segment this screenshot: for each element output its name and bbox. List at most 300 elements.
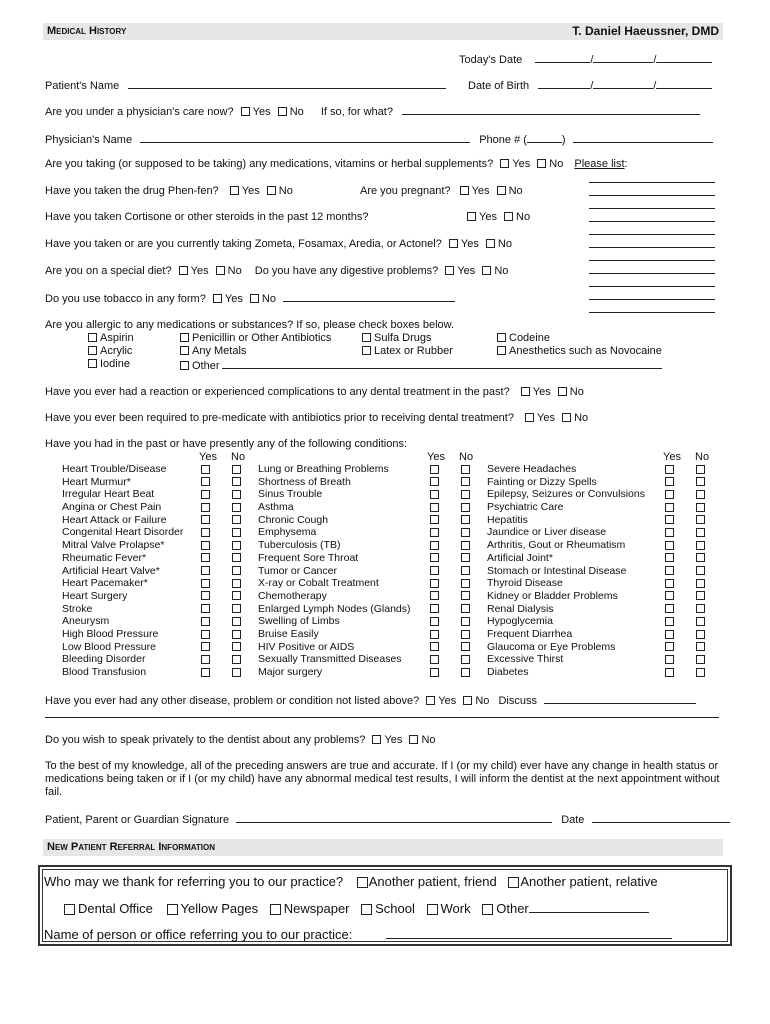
condition-no-checkbox[interactable] [696, 617, 705, 626]
phenfen-question: Have you taken the drug Phen-fen? [45, 185, 219, 197]
condition-label: Swelling of Limbs [258, 615, 340, 628]
condition-yes-checkbox[interactable] [430, 566, 439, 575]
condition-no-checkbox[interactable] [461, 528, 470, 537]
allergy-label: Sulfa Drugs [374, 332, 432, 344]
condition-no-checkbox[interactable] [461, 477, 470, 486]
condition-yes-checkbox[interactable] [665, 528, 674, 537]
condition-no-cell [461, 666, 470, 679]
med-list-line[interactable] [589, 299, 715, 300]
condition-yes-cell [665, 577, 674, 590]
condition-label: Aneurysm [62, 615, 110, 628]
condition-yes-cell [430, 641, 439, 654]
condition-yes-cell [201, 463, 210, 476]
diet-yes-checkbox[interactable] [179, 266, 188, 275]
condition-yes-cell [430, 463, 439, 476]
condition-label: HIV Positive or AIDS [258, 640, 355, 653]
yes-label: Yes [512, 158, 531, 170]
condition-no-checkbox[interactable] [232, 490, 241, 499]
phone-label: Phone # [479, 134, 521, 146]
condition-no-checkbox[interactable] [232, 503, 241, 512]
referral-question-row [44, 874, 658, 889]
premedicate-question: Have you ever been required to pre-medicate with antibiotics prior to receiving dental treatment? [45, 412, 514, 424]
med-list-line[interactable] [589, 247, 715, 248]
school-checkbox[interactable] [361, 904, 372, 915]
if-so-field[interactable] [402, 104, 700, 115]
option-label: Work [440, 901, 471, 916]
condition-yes-checkbox[interactable] [430, 541, 439, 550]
option-label: Other [496, 901, 529, 916]
physician-care-row [45, 104, 700, 118]
signature-label: Patient, Parent or Guardian Signature [45, 814, 230, 826]
condition-no-checkbox[interactable] [696, 528, 705, 537]
condition-label: Frequent Sore Throat [258, 551, 359, 564]
condition-yes-cell [430, 628, 439, 641]
condition-yes-checkbox[interactable] [201, 642, 210, 651]
condition-yes-checkbox[interactable] [430, 579, 439, 588]
condition-label: Arthritis, Gout or Rheumatism [487, 539, 626, 552]
other-allergy-checkbox[interactable] [180, 361, 189, 370]
condition-no-cell [232, 628, 241, 641]
condition-no-cell [232, 526, 241, 539]
allergy-sulfa [362, 332, 431, 344]
discuss-field[interactable] [544, 693, 696, 704]
other-disease-yes-checkbox[interactable] [426, 696, 435, 705]
condition-no-checkbox[interactable] [232, 528, 241, 537]
condition-yes-cell [201, 666, 210, 679]
condition-no-checkbox[interactable] [461, 642, 470, 651]
phenfen-yes-checkbox[interactable] [230, 186, 239, 195]
tobacco-row [45, 291, 455, 305]
zometa-yes-checkbox[interactable] [449, 239, 458, 248]
sulfa-checkbox[interactable] [362, 333, 371, 342]
condition-no-checkbox[interactable] [461, 655, 470, 664]
condition-no-checkbox[interactable] [696, 630, 705, 639]
condition-no-checkbox[interactable] [461, 579, 470, 588]
condition-label: Tumor or Cancer [258, 564, 337, 577]
condition-yes-cell [430, 590, 439, 603]
col3-yes-header: Yes [663, 451, 681, 463]
please-list-label: Please list [574, 158, 625, 170]
condition-yes-checkbox[interactable] [665, 591, 674, 600]
condition-no-cell [461, 539, 470, 552]
yes-label: Yes [460, 238, 479, 250]
med-list-line[interactable] [589, 260, 715, 261]
cortisone-row [45, 211, 368, 223]
condition-yes-cell [430, 653, 439, 666]
aspirin-checkbox[interactable] [88, 333, 97, 342]
other-disease-question: Have you ever had any other disease, problem or condition not listed above? [45, 695, 420, 707]
condition-yes-checkbox[interactable] [201, 515, 210, 524]
no-label: No [549, 158, 564, 170]
condition-yes-checkbox[interactable] [665, 541, 674, 550]
condition-yes-cell [665, 463, 674, 476]
yellow-pages-checkbox[interactable] [167, 904, 178, 915]
condition-no-checkbox[interactable] [232, 515, 241, 524]
condition-yes-checkbox[interactable] [201, 668, 210, 677]
phone-area-field[interactable] [527, 132, 562, 143]
condition-yes-checkbox[interactable] [201, 553, 210, 562]
condition-yes-cell [665, 501, 674, 514]
condition-no-cell [232, 590, 241, 603]
physician-name-label: Physician's Name [45, 134, 133, 146]
condition-yes-cell [665, 488, 674, 501]
condition-no-cell [461, 526, 470, 539]
condition-no-cell [696, 463, 705, 476]
condition-no-checkbox[interactable] [232, 604, 241, 613]
newspaper-checkbox[interactable] [270, 904, 281, 915]
condition-no-cell [461, 641, 470, 654]
medications-yes-checkbox[interactable] [500, 159, 509, 168]
allergy-question: Are you allergic to any medications or substances? If so, please check boxes below. [45, 319, 455, 331]
condition-no-cell [461, 488, 470, 501]
condition-yes-checkbox[interactable] [665, 604, 674, 613]
condition-label: Asthma [258, 501, 294, 514]
condition-no-cell [232, 501, 241, 514]
condition-no-checkbox[interactable] [696, 503, 705, 512]
other-disease-row [45, 693, 696, 707]
condition-no-checkbox[interactable] [696, 541, 705, 550]
privately-question: Do you wish to speak privately to the dentist about any problems? [45, 734, 366, 746]
condition-yes-checkbox[interactable] [665, 642, 674, 651]
condition-yes-checkbox[interactable] [665, 630, 674, 639]
medications-no-checkbox[interactable] [537, 159, 546, 168]
pregnant-yes-checkbox[interactable] [460, 186, 469, 195]
condition-no-checkbox[interactable] [232, 617, 241, 626]
condition-no-cell [696, 603, 705, 616]
condition-no-checkbox[interactable] [696, 566, 705, 575]
condition-no-checkbox[interactable] [232, 477, 241, 486]
premedicate-yes-checkbox[interactable] [525, 413, 534, 422]
no-label: No [261, 293, 276, 305]
condition-no-checkbox[interactable] [461, 503, 470, 512]
condition-yes-checkbox[interactable] [201, 490, 210, 499]
condition-yes-checkbox[interactable] [201, 503, 210, 512]
date-month-field[interactable] [535, 52, 590, 63]
privately-no-checkbox[interactable] [409, 735, 418, 744]
condition-no-checkbox[interactable] [696, 477, 705, 486]
condition-label: Hypoglycemia [487, 615, 553, 628]
med-list-line[interactable] [589, 234, 715, 235]
condition-no-checkbox[interactable] [232, 465, 241, 474]
condition-no-checkbox[interactable] [696, 604, 705, 613]
pregnant-question: Are you pregnant? [360, 185, 451, 197]
condition-yes-cell [201, 501, 210, 514]
referral-name-row [44, 927, 672, 942]
condition-yes-checkbox[interactable] [430, 668, 439, 677]
no-label: No [421, 734, 436, 746]
yes-label: Yes [438, 695, 457, 707]
other-allergy-field[interactable] [222, 358, 662, 369]
condition-no-checkbox[interactable] [232, 655, 241, 664]
condition-no-cell [232, 653, 241, 666]
condition-no-checkbox[interactable] [696, 642, 705, 651]
condition-yes-checkbox[interactable] [430, 490, 439, 499]
patient-name-field[interactable] [128, 78, 446, 89]
condition-label: Heart Trouble/Disease [62, 463, 167, 475]
condition-yes-cell [665, 653, 674, 666]
condition-yes-checkbox[interactable] [201, 541, 210, 550]
condition-label: Heart Attack or Failure [62, 513, 167, 526]
condition-yes-checkbox[interactable] [665, 477, 674, 486]
no-label: No [289, 106, 304, 118]
work-checkbox[interactable] [427, 904, 438, 915]
condition-yes-checkbox[interactable] [665, 579, 674, 588]
reaction-yes-checkbox[interactable] [521, 387, 530, 396]
condition-label: Emphysema [258, 526, 317, 539]
med-list-line[interactable] [589, 195, 715, 196]
condition-yes-cell [201, 476, 210, 489]
condition-yes-checkbox[interactable] [201, 566, 210, 575]
condition-yes-cell [430, 552, 439, 565]
med-list-line[interactable] [589, 286, 715, 287]
latex-checkbox[interactable] [362, 346, 371, 355]
condition-yes-checkbox[interactable] [430, 591, 439, 600]
condition-yes-checkbox[interactable] [430, 515, 439, 524]
physician-care-no-checkbox[interactable] [278, 107, 287, 116]
premedicate-no-checkbox[interactable] [562, 413, 571, 422]
yes-label: Yes [241, 185, 260, 197]
physician-name-field[interactable] [140, 132, 470, 143]
condition-no-checkbox[interactable] [461, 465, 470, 474]
condition-label: Shortness of Breath [258, 475, 351, 488]
condition-label: Chronic Cough [258, 513, 329, 526]
condition-no-checkbox[interactable] [232, 579, 241, 588]
other-referral-checkbox[interactable] [482, 904, 493, 915]
codeine-checkbox[interactable] [497, 333, 506, 342]
condition-no-checkbox[interactable] [232, 541, 241, 550]
dob-day-field[interactable] [593, 78, 653, 89]
date-day-field[interactable] [593, 52, 653, 63]
condition-yes-cell [665, 590, 674, 603]
condition-no-checkbox[interactable] [696, 579, 705, 588]
conditions-question: Have you had in the past or have presently any of the following conditions: [45, 438, 408, 450]
another-patient-relative-checkbox[interactable] [508, 877, 519, 888]
condition-label: Angina or Chest Pain [62, 501, 162, 514]
referral-name-field[interactable] [386, 927, 672, 939]
allergy-acrylic [88, 345, 132, 357]
allergy-latex [362, 345, 453, 357]
no-label: No [278, 185, 293, 197]
signature-date-field[interactable] [592, 812, 730, 823]
allergy-label: Other [192, 360, 220, 372]
reaction-no-checkbox[interactable] [558, 387, 567, 396]
condition-yes-checkbox[interactable] [201, 528, 210, 537]
cortisone-question: Have you taken Cortisone or other steroids in the past 12 months? [45, 211, 369, 223]
condition-yes-checkbox[interactable] [430, 642, 439, 651]
condition-no-checkbox[interactable] [461, 630, 470, 639]
condition-no-cell [461, 463, 470, 476]
condition-no-checkbox[interactable] [696, 655, 705, 664]
condition-yes-cell [201, 526, 210, 539]
attestation-statement: To the best of my knowledge, all of the preceding answers are true and accurate. If I (or my child) ever have any change in health status or medications being taken or if I (or my child) have any abnormal medical test results, I will inform the dentist at the next appointment without fail. [45, 760, 720, 798]
condition-no-cell [696, 526, 705, 539]
condition-no-cell [696, 577, 705, 590]
condition-no-checkbox[interactable] [461, 553, 470, 562]
condition-no-checkbox[interactable] [232, 642, 241, 651]
diet-no-checkbox[interactable] [216, 266, 225, 275]
condition-yes-checkbox[interactable] [201, 477, 210, 486]
digestive-question: Do you have any digestive problems? [254, 265, 439, 277]
todays-date-row: Today's Date / / [459, 52, 712, 66]
no-label: No [569, 386, 584, 398]
phone-number-field[interactable] [573, 132, 713, 143]
condition-no-checkbox[interactable] [232, 553, 241, 562]
other-disease-no-checkbox[interactable] [463, 696, 472, 705]
condition-yes-checkbox[interactable] [665, 566, 674, 575]
allergy-penicillin [180, 332, 331, 344]
med-list-line[interactable] [589, 312, 715, 313]
condition-yes-checkbox[interactable] [430, 617, 439, 626]
med-list-line[interactable] [589, 221, 715, 222]
option-label: Newspaper [283, 901, 350, 916]
phenfen-no-checkbox[interactable] [267, 186, 276, 195]
another-patient-friend-checkbox[interactable] [357, 877, 368, 888]
condition-no-cell [696, 666, 705, 679]
referral-title: New Patient Referral Information [47, 841, 216, 853]
discuss-label: Discuss [498, 695, 537, 707]
condition-yes-checkbox[interactable] [665, 553, 674, 562]
condition-yes-checkbox[interactable] [201, 604, 210, 613]
allergy-label: Acrylic [100, 345, 133, 357]
condition-yes-checkbox[interactable] [430, 630, 439, 639]
iodine-checkbox[interactable] [88, 359, 97, 368]
condition-label: Irregular Heart Beat [62, 488, 155, 501]
condition-yes-checkbox[interactable] [201, 591, 210, 600]
condition-label: Heart Surgery [62, 589, 128, 602]
penicillin-checkbox[interactable] [180, 333, 189, 342]
pregnant-no-checkbox[interactable] [497, 186, 506, 195]
condition-no-cell [696, 565, 705, 578]
condition-yes-checkbox[interactable] [665, 465, 674, 474]
condition-no-checkbox[interactable] [461, 668, 470, 677]
condition-no-checkbox[interactable] [461, 604, 470, 613]
privately-yes-checkbox[interactable] [372, 735, 381, 744]
condition-label: Stroke [62, 602, 93, 615]
date-year-field[interactable] [656, 52, 712, 63]
cortisone-yes-checkbox[interactable] [467, 212, 476, 221]
condition-yes-checkbox[interactable] [665, 503, 674, 512]
condition-yes-checkbox[interactable] [430, 528, 439, 537]
dob-year-field[interactable] [656, 78, 712, 89]
condition-no-checkbox[interactable] [696, 668, 705, 677]
med-list-line[interactable] [589, 182, 715, 183]
tobacco-no-checkbox[interactable] [250, 294, 259, 303]
condition-yes-cell [201, 628, 210, 641]
condition-no-cell [461, 615, 470, 628]
condition-yes-checkbox[interactable] [201, 617, 210, 626]
condition-label: Glaucoma or Eye Problems [487, 640, 616, 653]
condition-yes-checkbox[interactable] [665, 655, 674, 664]
condition-no-checkbox[interactable] [232, 630, 241, 639]
allergy-aspirin [88, 332, 134, 344]
med-list-line[interactable] [589, 273, 715, 274]
condition-yes-checkbox[interactable] [430, 465, 439, 474]
condition-yes-checkbox[interactable] [665, 490, 674, 499]
condition-no-checkbox[interactable] [461, 490, 470, 499]
condition-no-cell [461, 590, 470, 603]
dob-row: Date of Birth / / [468, 78, 712, 92]
condition-yes-checkbox[interactable] [201, 655, 210, 664]
condition-no-checkbox[interactable] [461, 515, 470, 524]
doctor-name: T. Daniel Haeussner, DMD [572, 24, 719, 38]
condition-label: Mitral Valve Prolapse* [62, 539, 165, 552]
condition-no-checkbox[interactable] [461, 591, 470, 600]
dob-month-field[interactable] [538, 78, 590, 89]
dental-office-checkbox[interactable] [64, 904, 75, 915]
condition-no-checkbox[interactable] [461, 617, 470, 626]
digestive-no-checkbox[interactable] [482, 266, 491, 275]
tobacco-yes-checkbox[interactable] [213, 294, 222, 303]
signature-field[interactable] [236, 812, 552, 823]
condition-yes-cell [430, 615, 439, 628]
metals-checkbox[interactable] [180, 346, 189, 355]
physician-care-yes-checkbox[interactable] [241, 107, 250, 116]
condition-yes-checkbox[interactable] [665, 617, 674, 626]
digestive-yes-checkbox[interactable] [445, 266, 454, 275]
condition-no-checkbox[interactable] [696, 553, 705, 562]
condition-yes-checkbox[interactable] [201, 579, 210, 588]
condition-yes-checkbox[interactable] [430, 477, 439, 486]
anesthetics-checkbox[interactable] [497, 346, 506, 355]
condition-no-cell [232, 463, 241, 476]
condition-no-cell [696, 641, 705, 654]
med-list-line[interactable] [589, 208, 715, 209]
condition-yes-checkbox[interactable] [430, 604, 439, 613]
condition-no-cell [461, 577, 470, 590]
condition-no-checkbox[interactable] [461, 566, 470, 575]
condition-yes-cell [665, 514, 674, 527]
condition-yes-checkbox[interactable] [201, 630, 210, 639]
other-referral-field[interactable] [529, 901, 649, 913]
condition-no-cell [232, 539, 241, 552]
col3-no-header: No [695, 451, 710, 463]
conditions-column-3 [487, 463, 645, 679]
condition-label: Sinus Trouble [258, 488, 323, 501]
condition-yes-checkbox[interactable] [430, 655, 439, 664]
option-label: Yellow Pages [180, 901, 259, 916]
condition-yes-cell [665, 565, 674, 578]
col3-yes-boxes [665, 463, 674, 679]
condition-yes-checkbox[interactable] [430, 503, 439, 512]
zometa-no-checkbox[interactable] [486, 239, 495, 248]
condition-no-checkbox[interactable] [232, 591, 241, 600]
condition-no-cell [461, 514, 470, 527]
condition-yes-checkbox[interactable] [665, 515, 674, 524]
cortisone-no-checkbox[interactable] [504, 212, 513, 221]
acrylic-checkbox[interactable] [88, 346, 97, 355]
col1-no-boxes [232, 463, 241, 679]
condition-no-checkbox[interactable] [696, 490, 705, 499]
condition-label: Blood Transfusion [62, 666, 147, 678]
condition-yes-checkbox[interactable] [430, 553, 439, 562]
condition-no-checkbox[interactable] [232, 566, 241, 575]
condition-no-checkbox[interactable] [696, 515, 705, 524]
condition-yes-cell [430, 476, 439, 489]
discuss-line-2[interactable] [45, 706, 719, 718]
condition-no-checkbox[interactable] [461, 541, 470, 550]
condition-no-checkbox[interactable] [232, 668, 241, 677]
reaction-question: Have you ever had a reaction or experienced complications to any dental treatment in the past? [45, 386, 510, 398]
yes-label: Yes [384, 734, 403, 746]
condition-no-cell [461, 476, 470, 489]
condition-yes-checkbox[interactable] [201, 465, 210, 474]
condition-yes-checkbox[interactable] [665, 668, 674, 677]
condition-yes-cell [665, 539, 674, 552]
tobacco-field[interactable] [283, 291, 455, 302]
condition-no-checkbox[interactable] [696, 465, 705, 474]
condition-yes-cell [430, 577, 439, 590]
condition-no-checkbox[interactable] [696, 591, 705, 600]
